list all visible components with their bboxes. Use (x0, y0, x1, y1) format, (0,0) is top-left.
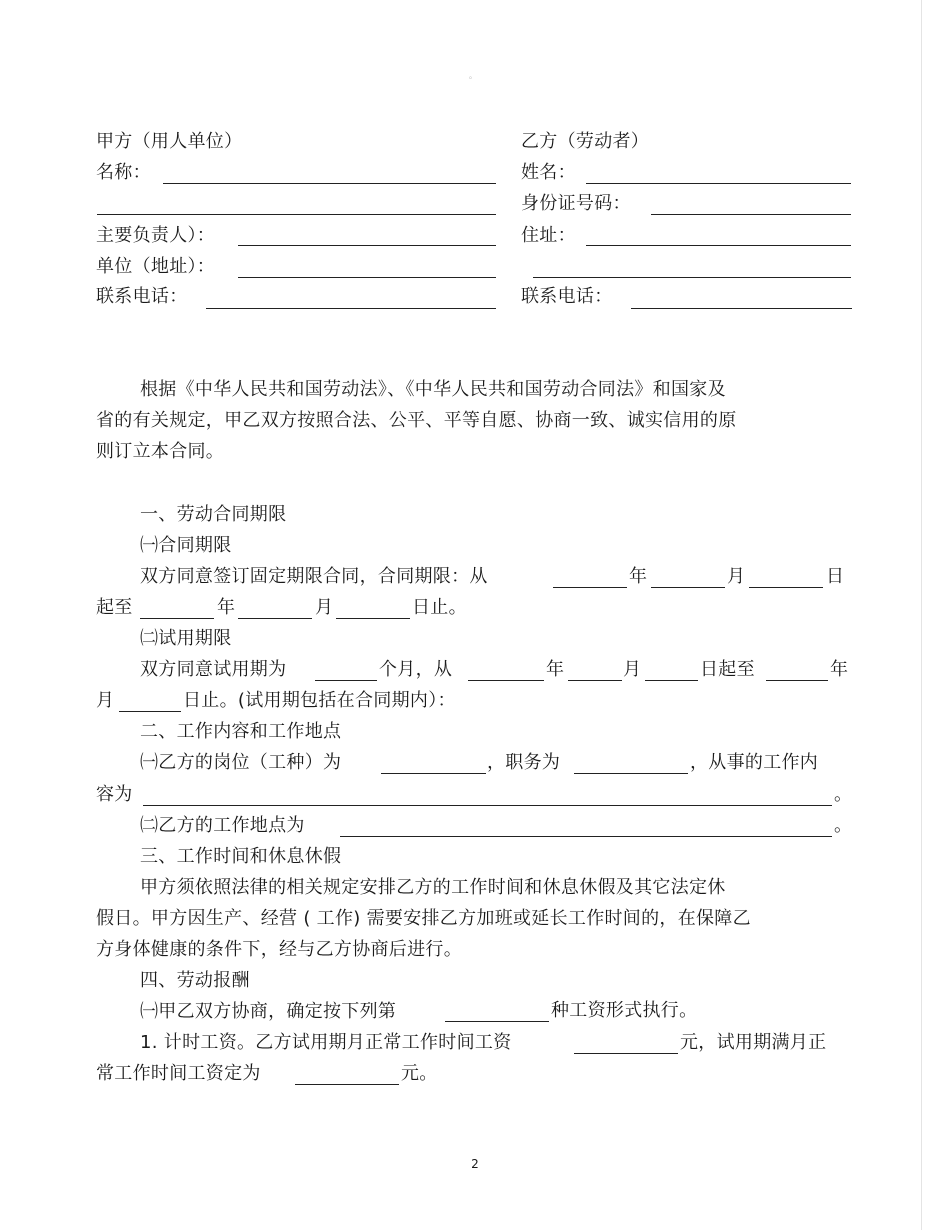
month-label: 月 (315, 597, 334, 618)
party-b-address-label: 住址： (521, 225, 576, 246)
year-label: 年 (217, 597, 236, 618)
party-a-name-field-line2[interactable] (97, 214, 496, 215)
probation-start-day-field[interactable] (645, 680, 698, 681)
section1-sub1: ㈠合同期限 (140, 535, 232, 556)
month-label: 月 (623, 659, 642, 680)
term-start-month-field[interactable] (651, 587, 725, 588)
term-start-year-field[interactable] (553, 587, 627, 588)
section1-heading: 一、劳动合同期限 (140, 504, 287, 525)
page-edge (921, 0, 922, 1230)
year-label: 年 (546, 659, 565, 680)
work-location-field[interactable] (340, 836, 832, 837)
section3-heading: 三、工作时间和休息休假 (140, 846, 342, 867)
regular-wage-text: 常工作时间工资定为 (96, 1063, 261, 1084)
page-number: 2 (471, 1157, 479, 1171)
party-b-name-field[interactable] (586, 183, 851, 184)
party-a-phone-label: 联系电话： (96, 286, 188, 307)
party-b-address-field[interactable] (586, 245, 851, 246)
work-content-label: ，从事的工作内 (690, 752, 819, 773)
section2-heading: 二、工作内容和工作地点 (140, 721, 342, 742)
party-a-address-field[interactable] (238, 277, 496, 278)
probation-start-month-field[interactable] (568, 680, 622, 681)
header-mark: 。 (469, 71, 477, 80)
wage-form-text: ㈠甲乙双方协商，确定按下列第 (140, 1001, 397, 1022)
wage-form-field[interactable] (445, 1021, 549, 1022)
party-a-principal-label: 主要负责人）： (96, 225, 216, 246)
section3-line-2: 假日。甲方因生产、经营 ( 工作) 需要安排乙方加班或延长工作时间的，在保障乙 (96, 908, 751, 929)
position-field[interactable] (381, 773, 486, 774)
probation-start-year-field[interactable] (468, 680, 544, 681)
day-end-label: 日止。 (412, 597, 467, 618)
work-location-text: ㈡乙方的工作地点为 (140, 815, 305, 836)
position-text: ㈠乙方的岗位（工种）为 (140, 752, 342, 773)
party-b-phone-label: 联系电话： (521, 286, 613, 307)
probation-months-field[interactable] (315, 680, 377, 681)
probation-wage-suffix: 元，试用期满月正 (680, 1032, 827, 1053)
intro-line-3: 则订立本合同。 (96, 441, 225, 462)
hourly-wage-text: 1. 计时工资。乙方试用期月正常工作时间工资 (140, 1032, 512, 1053)
section3-line-3: 方身体健康的条件下，经与乙方协商后进行。 (96, 939, 462, 960)
intro-line-1: 根据《中华人民共和国劳动法》、《中华人民共和国劳动合同法》和国家及 (140, 379, 726, 400)
yuan-label: 元。 (401, 1063, 438, 1084)
contract-term-text: 双方同意签订固定期限合同，合同期限：从 (140, 566, 488, 587)
section1-sub2: ㈡试用期限 (140, 628, 232, 649)
probation-end-text: 日止。(试用期包括在合同期内）： (183, 690, 456, 711)
wage-form-suffix: 种工资形式执行。 (551, 1000, 698, 1021)
probation-until-label: 日起至 (700, 659, 755, 680)
year-label: 年 (830, 659, 849, 680)
party-a-address-label: 单位（地址）： (96, 256, 216, 277)
term-end-year-field[interactable] (140, 618, 214, 619)
probation-end-day-field[interactable] (119, 711, 181, 712)
party-b-phone-field[interactable] (631, 308, 852, 309)
party-b-address-field-line2[interactable] (533, 277, 851, 278)
duty-label: ，职务为 (487, 752, 561, 773)
probation-wage-field[interactable] (574, 1053, 678, 1054)
term-end-day-field[interactable] (336, 618, 410, 619)
party-a-name-field[interactable] (163, 183, 496, 184)
party-b-id-field[interactable] (651, 214, 851, 215)
term-end-prefix: 起至 (96, 597, 133, 618)
duty-field[interactable] (574, 773, 688, 774)
probation-months-label: 个月，从 (379, 659, 453, 680)
term-start-day-field[interactable] (749, 587, 823, 588)
party-b-id-label: 身份证号码： (521, 193, 631, 214)
term-end-month-field[interactable] (238, 618, 312, 619)
party-b-name-label: 姓名： (521, 162, 576, 183)
party-a-title: 甲方（用人单位） (96, 131, 243, 152)
work-content-prefix: 容为 (96, 784, 133, 805)
month-label: 月 (96, 690, 115, 711)
party-a-principal-field[interactable] (238, 245, 496, 246)
month-label: 月 (727, 566, 746, 587)
year-label: 年 (629, 566, 648, 587)
party-a-phone-field[interactable] (206, 308, 496, 309)
intro-line-2: 省的有关规定，甲乙双方按照合法、公平、平等自愿、协商一致、诚实信用的原 (96, 410, 737, 431)
section3-line-1: 甲方须依照法律的相关规定安排乙方的工作时间和休息休假及其它法定休 (140, 877, 726, 898)
party-a-name-label: 名称： (96, 162, 151, 183)
day-label: 日 (826, 566, 845, 587)
section4-heading: 四、劳动报酬 (140, 970, 250, 991)
probation-text: 双方同意试用期为 (140, 659, 287, 680)
period-mark: 。 (834, 784, 853, 805)
party-b-title: 乙方（劳动者） (521, 131, 650, 152)
probation-end-year-field[interactable] (766, 680, 828, 681)
work-content-field[interactable] (143, 805, 832, 806)
regular-wage-field[interactable] (295, 1084, 399, 1085)
period-mark: 。 (834, 815, 853, 836)
